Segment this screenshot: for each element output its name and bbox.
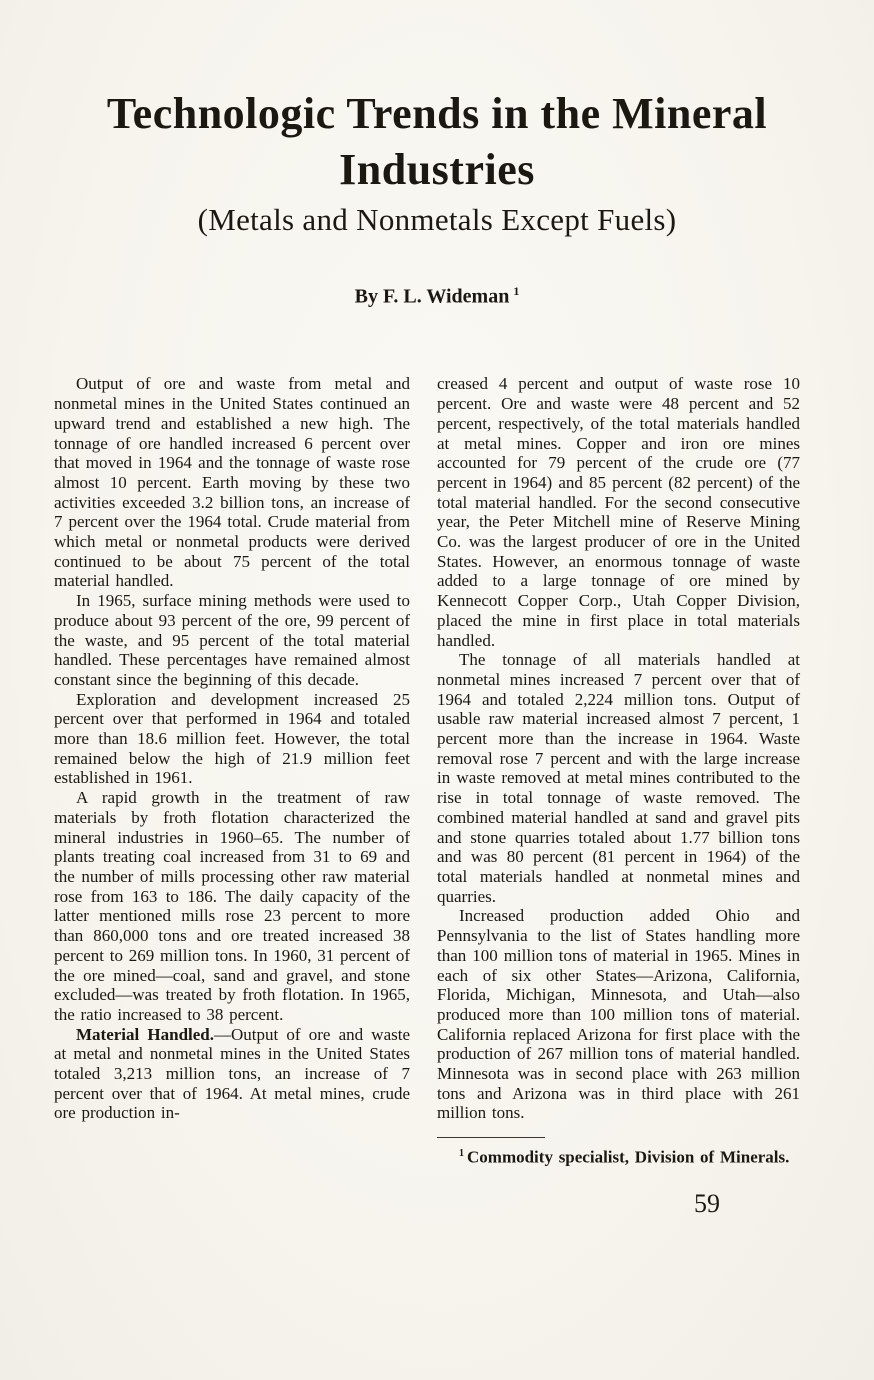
paragraph: A rapid growth in the treatment of raw materials by froth flotation characterized the mineral industries in 1960–65. The number of plants treating coal increased from 31 to 69 and the number of mills processing other raw material rose from 163 to 186. The daily capacity of the latter mentioned mills rose 23 percent to more than 860,000 tons and ore treated increased 38 percent to 269 million tons. In 1960, 31 percent of the ore mined—coal, sand and gravel, and stone excluded—was treated by froth flotation. In 1965, the ratio increased to 38 percent. bbox=[54, 788, 410, 1024]
page-title: Technologic Trends in the Mineral Industries bbox=[106, 89, 768, 194]
two-column-body bbox=[0, 374, 874, 1219]
paragraph-material-handled bbox=[54, 1025, 410, 1124]
byline bbox=[0, 284, 874, 309]
paragraph-continuation: creased 4 percent and output of waste rose 10 percent. Ore and waste were 48 percent and 52 percent, respectively, of the total materials handled at metal mines. Copper and iron ore mines accounted for 79 percent of the crude ore (77 percent in 1964) and 85 percent (82 percent) of the total material handled. For the second consecutive year, the Peter Mitchell mine of Reserve Mining Co. was the largest producer of ore in the United States. However, an enormous tonnage of waste added to a large tonnage of ore mined by Kennecott Copper Corp., Utah Copper Division, placed the mine in first place in total materials handled. bbox=[437, 374, 800, 650]
paragraph: Increased production added Ohio and Pennsylvania to the list of States handling more than 100 million tons of material in 1965. Mines in each of six other States—Arizona, California, Florida, Michigan, Minnesota, and Utah—also produced more than 100 million tons of material. California replaced Arizona for first place with the production of 267 million tons of material handled. Minnesota was in second place with 263 million tons and Arizona was in third place with 261 million tons. bbox=[437, 906, 800, 1123]
runin-body-text: —Output of ore and waste at metal and nonmetal mines in the United States totaled 3,213 million tons, an increase of 7 percent over that of 1964. At metal mines, crude ore production in- bbox=[54, 1024, 410, 1123]
byline-text: By F. L. Wideman bbox=[354, 285, 510, 308]
paragraph: Output of ore and waste from metal and nonmetal mines in the United States continued an upward trend and established a new high. The tonnage of ore handled increased 6 percent over that moved in 1964 and the tonnage of waste rose almost 10 percent. Earth moving by these two activities exceeded 3.2 billion tons, an increase of 7 percent over the 1964 total. Crude material from which metal or nonmetal products were derived continued to be about 75 percent of the total material handled. bbox=[54, 374, 410, 591]
runin-heading: Material Handled. bbox=[76, 1024, 215, 1044]
footnote-rule bbox=[437, 1137, 545, 1138]
paragraph: Exploration and development increased 25 percent over that performed in 1964 and totaled more than 18.6 million feet. However, the total remained below the high of 21.9 million feet established in 1961. bbox=[54, 689, 410, 788]
article-subtitle: (Metals and Nonmetals Except Fuels) bbox=[197, 201, 677, 237]
footnote bbox=[437, 1144, 800, 1167]
left-column bbox=[54, 374, 410, 1219]
footnote-ref: 1 bbox=[459, 1148, 464, 1160]
paragraph: The tonnage of all materials handled at nonmetal mines increased 7 percent over that of 1964 and totaled 2,224 million tons. Output of usable raw material increased almost 7 percent, 1 percent more than the increase in 1964. Waste removal rose 7 percent and with the large increase in waste removed at metal mines contributed to the rise in total tonnage of waste removed. The combined material handled at sand and gravel pits and stone quarries totaled about 1.77 billion tons and was 80 percent (81 percent in 1964) of the total materials handled at nonmetal mines and quarries. bbox=[437, 650, 800, 906]
title-block bbox=[0, 0, 874, 308]
footnote-text: Commodity specialist, Division of Minerals. bbox=[467, 1147, 790, 1167]
paragraph: In 1965, surface mining methods were used to produce about 93 percent of the ore, 99 percent of the waste, and 95 percent of the total material handled. These percentages have remained almost constant since the beginning of this decade. bbox=[54, 591, 410, 689]
right-column bbox=[437, 374, 800, 1219]
byline-footnote-ref: 1 bbox=[513, 283, 520, 298]
page-number: 59 bbox=[694, 1189, 720, 1219]
